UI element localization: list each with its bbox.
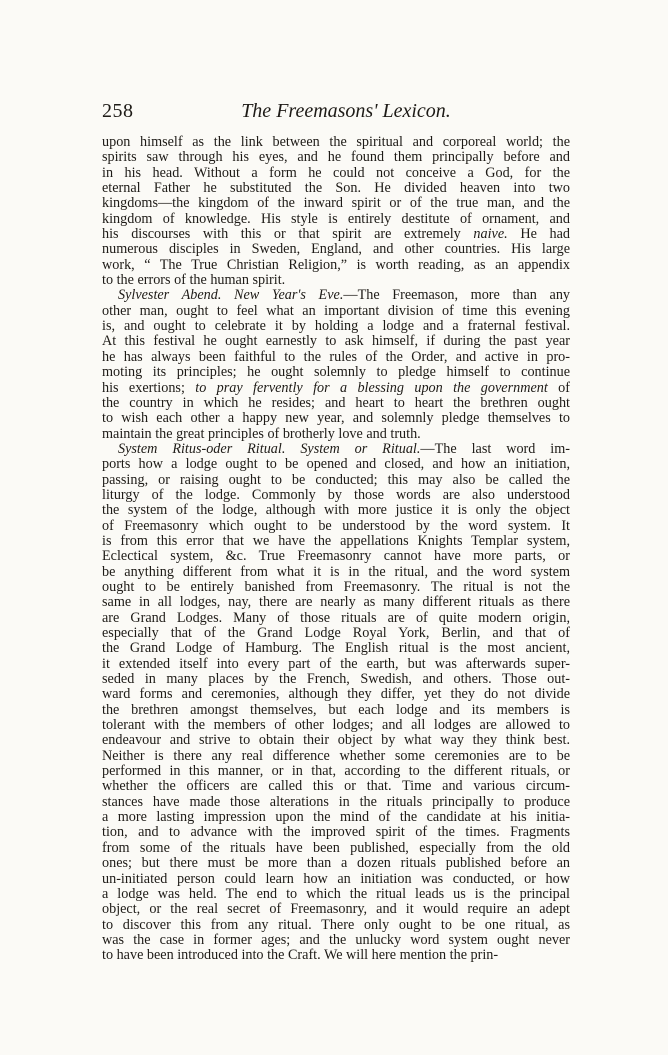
text-line: the Grand Lodge of Hamburg. The English ritual is the most ancient, [102,641,570,657]
text-line: maintain the great principles of brotherly love and truth. [102,426,421,442]
text-line: of Freemasonry which ought to be understood by the word system. It [102,518,570,534]
text-line: are Grand Lodges. Many of those rituals are of quite modern origin, [102,610,570,626]
text-line: work, “ The True Christian Religion,” is worth reading, as an appendix [102,257,570,273]
text-line: to the errors of the human spirit. [102,273,286,289]
text-line: ward forms and ceremonies, although they differ, yet they do not divide [102,687,570,703]
text-line: whether the officers are called this or that. Time and various circum- [102,779,570,795]
text-line: the brethren amongst themselves, but each lodge and its members is [102,702,570,718]
page-number: 258 [102,100,134,122]
text-line: Neither is there any real difference whether some ceremonies are to be [102,748,570,764]
paragraph [102,288,570,441]
text-line: passing, or raising ought to be conducted; this may also be called the [102,472,570,488]
running-title: The Freemasons' Lexicon. [241,100,451,122]
text-line: Sylvester Abend. New Year's Eve.—The Freemason, more than any [118,288,570,304]
text-line: ports how a lodge ought to be opened and closed, and how an initiation, [102,457,570,473]
text-line: object, or the real secret of Freemasonry, and it would require an adept [102,902,570,918]
text-line: Eclectical system, &c. True Freemasonry cannot have more parts, or [102,549,570,565]
text-line: is from this error that we have the appellations Knights Templar system, [102,533,570,549]
text-line: from some of the rituals have been published, especially from the old [102,840,570,856]
body-text [102,135,570,964]
text-line: moting its principles; he ought solemnly to pledge himself to continue [102,365,570,381]
text-line: tolerant with the members of other lodges; and all lodges are allowed to [102,718,570,734]
text-line: is, and ought to celebrate it by holding a lodge and a fraternal festival. [102,319,570,335]
text-line: System Ritus-oder Ritual. System or Ritual.—The last word im- [118,441,570,457]
text-line: his exertions; to pray fervently for a blessing upon the government of [102,380,570,396]
text-line: ones; but there must be more than a dozen rituals published before an [102,856,570,872]
text-line: liturgy of the lodge. Commonly by those words are also understood [102,487,570,503]
text-line: endeavour and strive to obtain their object by what way they think best. [102,733,570,749]
text-line: same in all lodges, nay, there are nearly as many different rituals as there [102,595,570,611]
text-line: performed in this manner, or in that, according to the different rituals, or [102,764,570,780]
text-line: ought to be entirely banished from Freemasonry. The ritual is not the [102,579,570,595]
text-line: upon himself as the link between the spiritual and corporeal world; the [102,135,570,150]
text-line: the country in which he resides; and heart to heart the brethren ought [102,395,570,411]
paragraph [102,135,570,288]
text-line: a more lasting impression upon the mind of the candidate at his initia- [102,810,570,826]
text-line: stances have made those alterations in the rituals principally to produce [102,794,570,810]
text-line: spirits saw through his eyes, and he found them principally before and [102,150,570,166]
text-line: especially that of the Grand Lodge Royal York, Berlin, and that of [102,626,570,641]
text-line: the system of the lodge, although with more justice it is only the object [102,503,570,519]
text-line: be anything different from what it is in the ritual, and the word system [102,564,570,580]
text-line: un-initiated person could learn how an initiation was conducted, or how [102,871,570,887]
page-header [102,96,570,124]
text-line: At this festival he ought earnestly to ask himself, if during the past year [102,334,570,350]
text-line: in his head. Without a form he could not conceive a God, for the [102,165,570,181]
text-line: to have been introduced into the Craft. We will here mention the prin- [102,948,499,964]
text-line: kingdom of knowledge. His style is entirely destitute of ornament, and [102,211,570,227]
text-line: seded in many places by the French, Swedish, and others. Those out- [102,672,570,688]
text-line: eternal Father he substituted the Son. He divided heaven into two [102,181,570,197]
text-line: to discover this from any ritual. There only ought to be one ritual, as [102,917,570,933]
text-line: was the case in former ages; and the unlucky word system ought never [102,932,570,948]
paragraph [102,442,570,964]
text-line: to wish each other a happy new year, and solemnly pledge themselves to [102,411,570,427]
text-line: other man, ought to feel what an important division of time this evening [102,303,570,319]
text-line: it extended itself into every part of the earth, but was afterwards super- [102,656,570,672]
text-line: he has always been faithful to the rules of the Order, and active in pro- [102,349,570,365]
text-line: a lodge was held. The end to which the ritual leads us is the principal [102,886,570,902]
text-line: tion, and to advance with the improved spirit of the times. Fragments [102,825,570,841]
text-line: his discourses with this or that spirit are extremely naive. He had [102,227,570,243]
text-line: kingdoms—the kingdom of the inward spirit or of the true man, and the [102,196,570,212]
text-line: numerous disciples in Sweden, England, and other countries. His large [102,242,570,258]
